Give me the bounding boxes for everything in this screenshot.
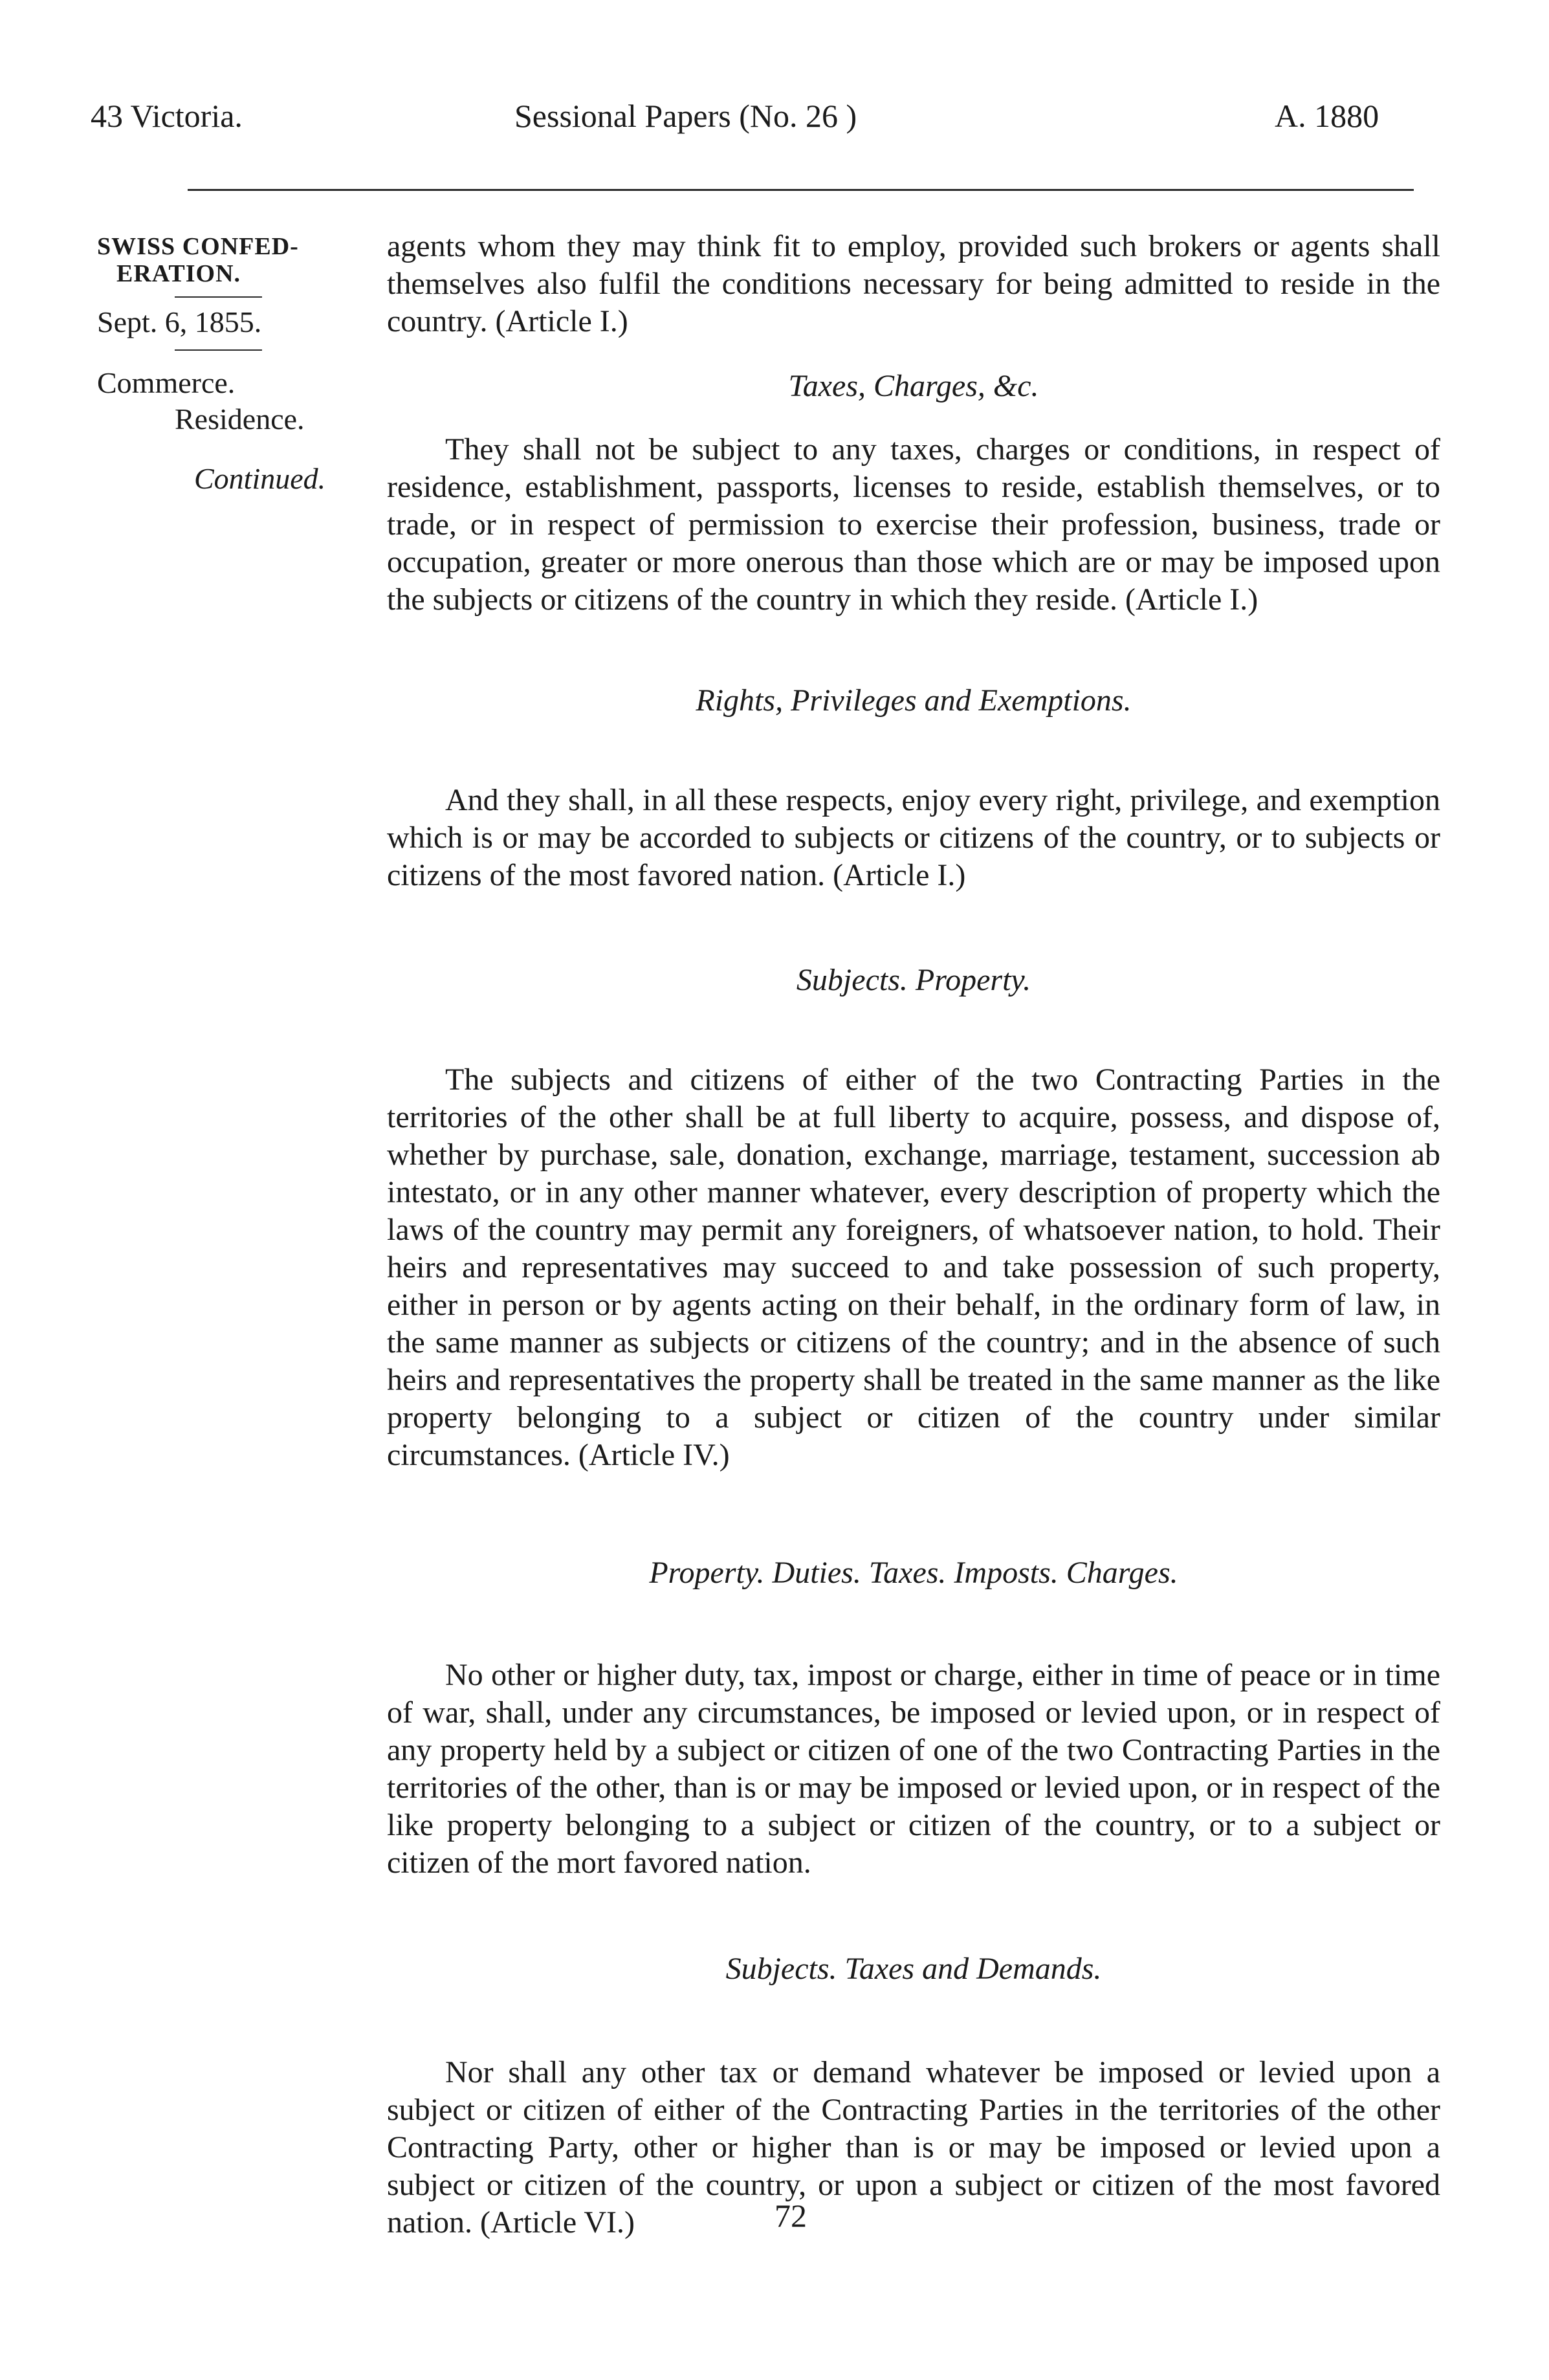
heading-subjects-property: Subjects. Property. (796, 963, 1031, 997)
rights-paragraph: And they shall, in all these respects, enjoy every right, privilege, and exemption which is or may be accorded to subjects or citizens of the country, or to subjects or citizens of the most favored nation. (Article I.) (387, 783, 1440, 892)
subjects-taxes-paragraph: Nor shall any other tax or demand whatever be imposed or levied upon a subject or citizen of either of the Contracting Parties in the territories of the other Contracting Party, other or higher than is or may be imposed or levied upon a subject or citizen of the country, or upon a subject or citizen of the most favored nation. (Article VI.) (387, 2055, 1440, 2240)
margin-heading-line-1: SWISS CONFED- (97, 233, 299, 260)
heading-rights-privileges: Rights, Privileges and Exemptions. (696, 683, 1132, 718)
intro-paragraph: agents whom they may think fit to employ, provided such brokers or agents shall themselves also fulfil the conditions necessary for being admitted to reside in the country. (Article I.) (387, 229, 1440, 338)
margin-commerce: Commerce. (97, 366, 236, 399)
margin-residence: Residence. (175, 402, 305, 435)
margin-notes (97, 233, 375, 497)
margin-continued: Continued. (194, 462, 326, 495)
page-number: 72 (774, 2198, 807, 2234)
heading-taxes-charges: Taxes, Charges, &c. (788, 369, 1039, 403)
header-title: Sessional Papers (No. 26 ) (514, 98, 857, 134)
margin-rule-bottom (175, 349, 262, 351)
header-rule (188, 189, 1414, 191)
margin-date: Sept. 6, 1855. (97, 305, 262, 338)
header-volume: 43 Victoria. (91, 98, 243, 134)
margin-heading-line-2: ERATION. (116, 260, 241, 287)
running-header (0, 97, 1549, 149)
property-duties-paragraph: No other or higher duty, tax, impost or charge, either in time of peace or in time of war, shall, under any circumstances, be imposed or levied upon, or in respect of any property held by a subject or citizen of one of the two Contracting Parties in the territories of the other, than is or may be imposed or levied upon, or in respect of the like property belonging to a subject or citizen of the country, or to a subject or citizen of the mort favored nation. (387, 1658, 1440, 1880)
heading-subjects-taxes: Subjects. Taxes and Demands. (725, 1952, 1102, 1986)
heading-property-duties: Property. Duties. Taxes. Imposts. Charges. (649, 1556, 1178, 1590)
margin-rule-top (175, 296, 262, 298)
main-text (387, 228, 1440, 2242)
header-year: A. 1880 (1275, 98, 1379, 134)
subjects-property-paragraph: The subjects and citizens of either of the two Contracting Parties in the territories of the other shall be at full liberty to acquire, possess, and dispose of, whether by purchase, sale, donation, exchange, marriage, testament, succession ab intestato, or in any other manner whatever, every description of property which the laws of the country may permit any foreigners, of whatsoever nation, to hold. Their heirs and representatives may succeed to and take possession of such property, either in person or by agents acting on their behalf, in the ordinary form of law, in the same manner as subjects or citizens of the country; and in the absence of such heirs and representatives the property shall be treated in the same manner as the like property belonging to a subject or citizen of the country under similar circumstances. (Article IV.) (387, 1063, 1440, 1472)
taxes-paragraph: They shall not be subject to any taxes, charges or conditions, in respect of residence, establishment, passports, licenses to reside, establish themselves, or to trade, or in respect of permission to exercise their profession, business, trade or occupation, greater or more onerous than those which are or may be imposed upon the subjects or citizens of the country in which they reside. (Article I.) (387, 432, 1440, 617)
